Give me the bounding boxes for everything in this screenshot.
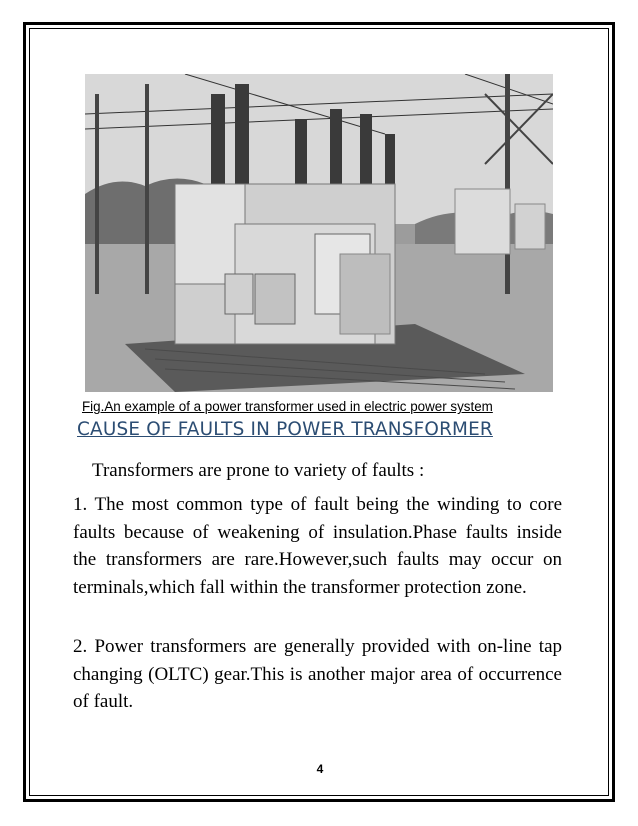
section-heading: CAUSE OF FAULTS IN POWER TRANSFORMER xyxy=(77,419,493,440)
figure-caption: Fig.An example of a power transformer used in electric power system xyxy=(82,399,493,414)
paragraph-2: 2. Power transformers are generally provided with on-line tap changing (OLTC) gear.This is another major area of occurrence of fault. xyxy=(73,636,562,712)
paragraph-1: 1. The most common type of fault being the winding to core faults because of weakening of insulation.Phase faults inside the transformers are rare.However,such faults may occur on terminals,which fall within the transformer protection zone. xyxy=(73,494,562,598)
page-number: 4 xyxy=(316,762,324,776)
transformer-photo xyxy=(85,74,553,392)
intro-text: Transformers are prone to variety of faults : xyxy=(92,460,425,481)
